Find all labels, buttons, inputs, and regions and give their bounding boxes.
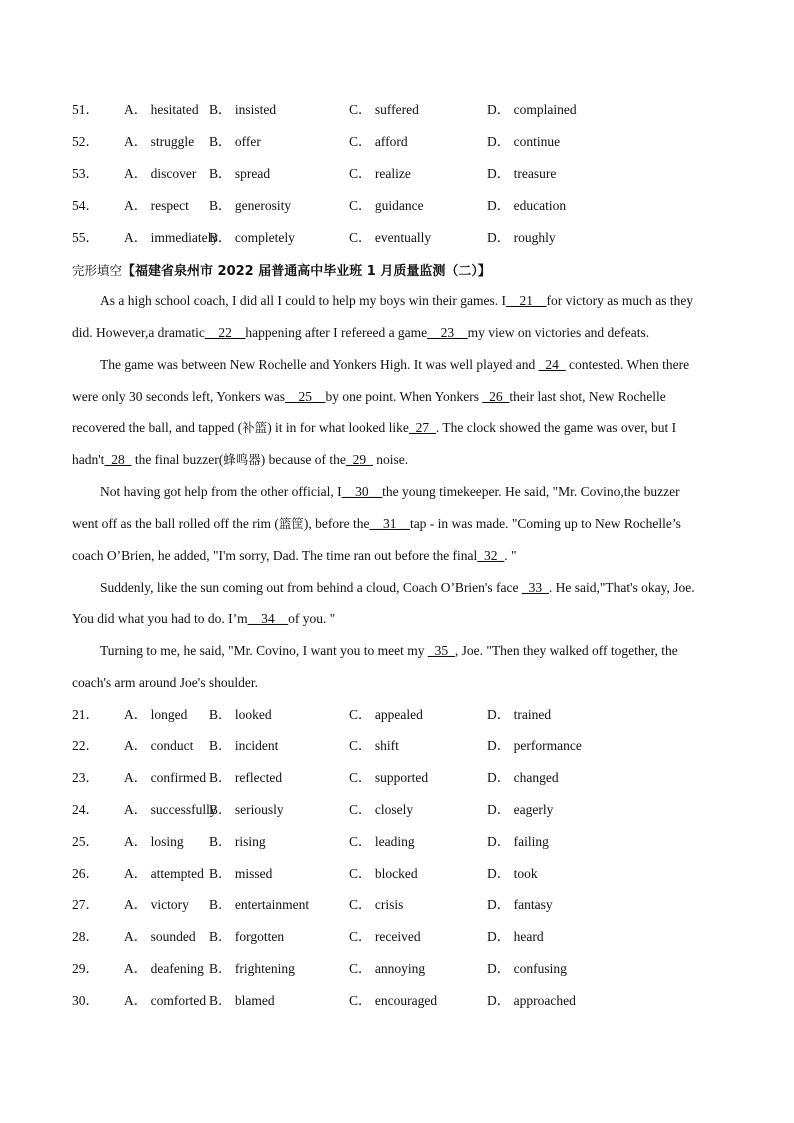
option-c: C． annoying xyxy=(349,961,426,976)
passage-line xyxy=(100,578,720,598)
chinese-gloss: 补篮 xyxy=(242,420,268,435)
option-b: B． frightening xyxy=(209,961,295,976)
option-d: D． performance xyxy=(487,738,582,753)
passage-text: went off as the ball rolled off the rim ( xyxy=(72,516,279,531)
option-c: C． closely xyxy=(349,802,414,817)
option-a: A． sounded xyxy=(124,929,196,944)
option-d: D． education xyxy=(487,198,567,213)
blank-32: _32_ xyxy=(477,548,505,563)
option-a: A． victory xyxy=(124,897,189,912)
question-number: 24． xyxy=(72,802,99,817)
blank-31: __31__ xyxy=(369,516,410,531)
passage-text: of you. " xyxy=(288,611,336,626)
question-number: 55． xyxy=(72,230,99,245)
option-b: B． rising xyxy=(209,834,266,849)
option-d: D． complained xyxy=(487,102,577,117)
option-d: D． continue xyxy=(487,134,561,149)
passage-text: for victory as much as they xyxy=(546,293,694,308)
passage-line xyxy=(72,514,720,534)
passage-text: coach O’Brien, he added, "I'm sorry, Dad. The time ran out before the final xyxy=(72,548,478,563)
option-d: D． heard xyxy=(487,929,544,944)
passage-text: . He said,"That's okay, Joe. xyxy=(548,580,695,595)
option-a: A． deafening xyxy=(124,961,204,976)
option-b: B． seriously xyxy=(209,802,284,817)
passage-line xyxy=(100,482,720,502)
blank-30: __30__ xyxy=(341,484,383,499)
option-a: A． confirmed xyxy=(124,770,207,785)
passage-text: Suddenly, like the sun coming out from behind a cloud, Coach O’Brien's face xyxy=(100,580,522,595)
chinese-gloss: 篮筐 xyxy=(278,516,304,531)
option-a: A． comforted xyxy=(124,993,207,1008)
option-c: C． appealed xyxy=(349,707,423,722)
option-a: A． hesitated xyxy=(124,102,199,117)
option-b: B． spread xyxy=(209,166,271,181)
passage-line xyxy=(72,418,720,438)
option-c: C． guidance xyxy=(349,198,424,213)
passage-text: . " xyxy=(504,548,517,563)
option-b: B． looked xyxy=(209,707,272,722)
option-d: D． trained xyxy=(487,707,552,722)
question-number: 26． xyxy=(72,866,99,881)
blank-23: __23__ xyxy=(427,325,468,340)
option-c: C． received xyxy=(349,929,421,944)
option-c: C． suffered xyxy=(349,102,419,117)
section-heading xyxy=(72,261,491,282)
question-number: 27． xyxy=(72,897,99,912)
option-d: D． changed xyxy=(487,770,559,785)
option-b: B． entertainment xyxy=(209,897,310,912)
option-a: A． immediately xyxy=(124,230,219,245)
option-a: A． conduct xyxy=(124,738,194,753)
section-label: 完形填空 xyxy=(72,263,123,278)
blank-21: __21__ xyxy=(506,293,547,308)
question-number: 53． xyxy=(72,166,99,181)
option-a: A． respect xyxy=(124,198,189,213)
passage-text: the final buzzer( xyxy=(131,452,224,467)
blank-27: _27_ xyxy=(408,420,436,435)
passage-text: Turning to me, he said, "Mr. Covino, I want you to meet my xyxy=(100,643,428,658)
option-b: B． completely xyxy=(209,230,295,245)
option-d: D． approached xyxy=(487,993,576,1008)
passage-text: Not having got help from the other official, I xyxy=(100,484,342,499)
passage-line xyxy=(100,291,720,311)
option-c: C． eventually xyxy=(349,230,432,245)
option-c: C． blocked xyxy=(349,866,418,881)
option-c: C． encouraged xyxy=(349,993,438,1008)
passage-text: . The clock showed the game was over, but I xyxy=(435,420,677,435)
option-b: B． generosity xyxy=(209,198,292,213)
blank-33: _33_ xyxy=(521,580,549,595)
passage-text: were only 30 seconds left, Yonkers was xyxy=(72,389,285,404)
question-number: 29． xyxy=(72,961,99,976)
option-d: D． confusing xyxy=(487,961,567,976)
passage-text: You did what you had to do. I’m xyxy=(72,611,248,626)
passage-text: happening after I refereed a game xyxy=(245,325,428,340)
question-number: 54． xyxy=(72,198,99,213)
option-a: A． longed xyxy=(124,707,188,722)
passage-text: noise. xyxy=(372,452,409,467)
passage-text: did. However,a dramatic xyxy=(72,325,205,340)
passage-text: ) it in for what looked like xyxy=(267,420,409,435)
question-number: 30． xyxy=(72,993,99,1008)
passage-text: contested. When there xyxy=(565,357,690,372)
chinese-gloss: 蜂鸣器 xyxy=(223,452,261,467)
passage-line xyxy=(72,673,720,693)
option-c: C． shift xyxy=(349,738,399,753)
option-b: B． insisted xyxy=(209,102,277,117)
blank-22: __22__ xyxy=(204,325,246,340)
blank-29: _29_ xyxy=(345,452,373,467)
blank-28: _28_ xyxy=(104,452,132,467)
passage-text: coach's arm around Joe's shoulder. xyxy=(72,675,258,690)
option-d: D． took xyxy=(487,866,538,881)
blank-26: _26_ xyxy=(482,389,510,404)
option-d: D． fantasy xyxy=(487,897,553,912)
blank-35: _35_ xyxy=(427,643,455,658)
passage-text: by one point. When Yonkers xyxy=(325,389,483,404)
passage-text: their last shot, New Rochelle xyxy=(509,389,666,404)
passage-text: As a high school coach, I did all I could to help my boys win their games. I xyxy=(100,293,507,308)
question-number: 23． xyxy=(72,770,99,785)
option-c: C． leading xyxy=(349,834,415,849)
passage-text: recovered the ball, and tapped ( xyxy=(72,420,243,435)
passage-text: hadn't xyxy=(72,452,105,467)
option-b: B． blamed xyxy=(209,993,275,1008)
passage-text: , Joe. "Then they walked off together, the xyxy=(454,643,678,658)
question-number: 22． xyxy=(72,738,99,753)
question-number: 21． xyxy=(72,707,99,722)
option-a: A． successfully xyxy=(124,802,217,817)
option-b: B． offer xyxy=(209,134,261,149)
passage-text: The game was between New Rochelle and Yonkers High. It was well played and xyxy=(100,357,539,372)
blank-34: __34__ xyxy=(247,611,289,626)
blank-24: _24_ xyxy=(538,357,566,372)
option-b: B． reflected xyxy=(209,770,283,785)
passage-line xyxy=(100,641,720,661)
passage-text: my view on victories and defeats. xyxy=(467,325,650,340)
question-number: 28． xyxy=(72,929,99,944)
question-number: 52． xyxy=(72,134,99,149)
passage-line xyxy=(72,546,720,566)
option-b: B． forgotten xyxy=(209,929,285,944)
option-c: C． supported xyxy=(349,770,429,785)
blank-25: __25__ xyxy=(284,389,326,404)
passage-line xyxy=(72,387,720,407)
passage-text: the young timekeeper. He said, "Mr. Covino,the buzzer xyxy=(382,484,680,499)
passage-text: ) because of the xyxy=(260,452,346,467)
question-number: 25． xyxy=(72,834,99,849)
passage-line xyxy=(72,323,720,343)
question-number: 51． xyxy=(72,102,99,117)
option-a: A． losing xyxy=(124,834,184,849)
option-d: D． treasure xyxy=(487,166,557,181)
option-a: A． attempted xyxy=(124,866,204,881)
passage-line xyxy=(72,609,720,629)
option-d: D． eagerly xyxy=(487,802,554,817)
passage-line xyxy=(100,355,720,375)
passage-text: tap - in was made. "Coming up to New Rochelle’s xyxy=(409,516,681,531)
option-a: A． discover xyxy=(124,166,197,181)
option-c: C． realize xyxy=(349,166,411,181)
option-a: A． struggle xyxy=(124,134,195,149)
option-c: C． crisis xyxy=(349,897,404,912)
option-b: B． incident xyxy=(209,738,279,753)
option-b: B． missed xyxy=(209,866,273,881)
option-d: D． roughly xyxy=(487,230,556,245)
passage-text: ), before the xyxy=(303,516,370,531)
section-source: 【福建省泉州市 2022 届普通高中毕业班 1 月质量监测（二）】 xyxy=(122,264,491,279)
passage-line xyxy=(72,450,720,470)
option-c: C． afford xyxy=(349,134,408,149)
option-d: D． failing xyxy=(487,834,549,849)
